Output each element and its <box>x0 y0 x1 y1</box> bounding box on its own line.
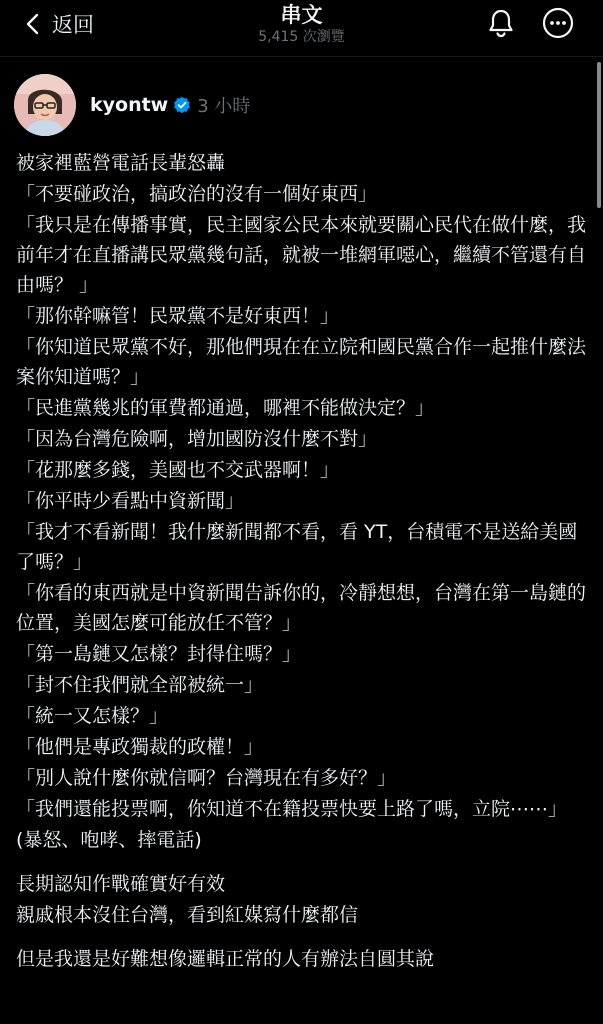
post-line: 「封不住我們就全部被統一」 <box>16 674 264 696</box>
scrollbar[interactable] <box>597 62 601 208</box>
post-line: 「統一又怎樣？」 <box>16 705 169 727</box>
post-line: 「別人說什麼你就信啊？台灣現在有多好？」 <box>16 767 397 789</box>
post-line: 「不要碰政治，搞政治的沒有一個好東西」 <box>16 183 378 205</box>
page-title: 串文 <box>280 3 323 27</box>
post-line: 被家裡藍營電話長輩怒轟 <box>16 152 226 174</box>
post-line: 「那你幹嘛管！民眾黨不是好東西！」 <box>16 305 340 327</box>
more-icon[interactable] <box>541 6 575 40</box>
post-body <box>16 148 588 975</box>
post-line: 親戚根本沒住台灣，看到紅媒寫什麼都信 <box>16 904 359 926</box>
avatar[interactable] <box>14 74 76 136</box>
post-paragraph-1 <box>16 148 588 855</box>
post-line: 「民進黨幾兆的軍費都通過，哪裡不能做決定？」 <box>16 397 435 419</box>
author-row <box>14 73 250 137</box>
post-line: 「因為台灣危險啊，增加國防沒什麼不對」 <box>16 428 378 450</box>
post-line: (暴怒、咆哮、摔電話) <box>16 829 202 851</box>
post-line: 「我們還能投票啊，你知道不在籍投票快要上路了嗎，立院⋯⋯」 <box>16 798 568 820</box>
author-username[interactable]: kyontw <box>90 94 169 116</box>
post-line: 「我只是在傳播事實，民主國家公民本來就要關心民代在做什麼，我前年才在直播講民眾黨幾句話，就被一堆網軍噁心，繼續不管還有自由嗎？ 」 <box>16 214 587 296</box>
post-line: 「花那麼多錢，美國也不交武器啊！」 <box>16 459 340 481</box>
post-line: 「你平時少看點中資新聞」 <box>16 490 245 512</box>
post-paragraph-2 <box>16 869 588 930</box>
avatar-image <box>14 74 76 136</box>
post-line: 「你知道民眾黨不好，那他們現在在立院和國民黨合作一起推什麼法案你知道嗎？」 <box>16 336 587 388</box>
back-label: 返回 <box>52 13 94 37</box>
top-bar <box>0 0 603 57</box>
post-paragraph-3 <box>16 944 588 974</box>
post-line: 「你看的東西就是中資新聞告訴你的，冷靜想想，台灣在第一島鏈的位置，美國怎麼可能放任不管？」 <box>16 582 587 634</box>
post-line: 但是我還是好難想像邏輯正常的人有辦法自圓其說 <box>16 948 435 970</box>
verified-badge-icon <box>173 96 191 114</box>
bell-icon[interactable] <box>484 6 518 40</box>
view-count: 5,415 次瀏覽 <box>258 29 345 45</box>
post-line: 「他們是專政獨裁的政權！」 <box>16 736 264 758</box>
post-line: 「我才不看新聞！我什麼新聞都不看，看 YT，台積電不是送給美國了嗎？」 <box>16 521 578 573</box>
post-line: 「第一島鏈又怎樣？封得住嗎？」 <box>16 643 302 665</box>
post-line: 長期認知作戰確實好有效 <box>16 873 226 895</box>
post-time: 3 小時 <box>197 96 251 117</box>
